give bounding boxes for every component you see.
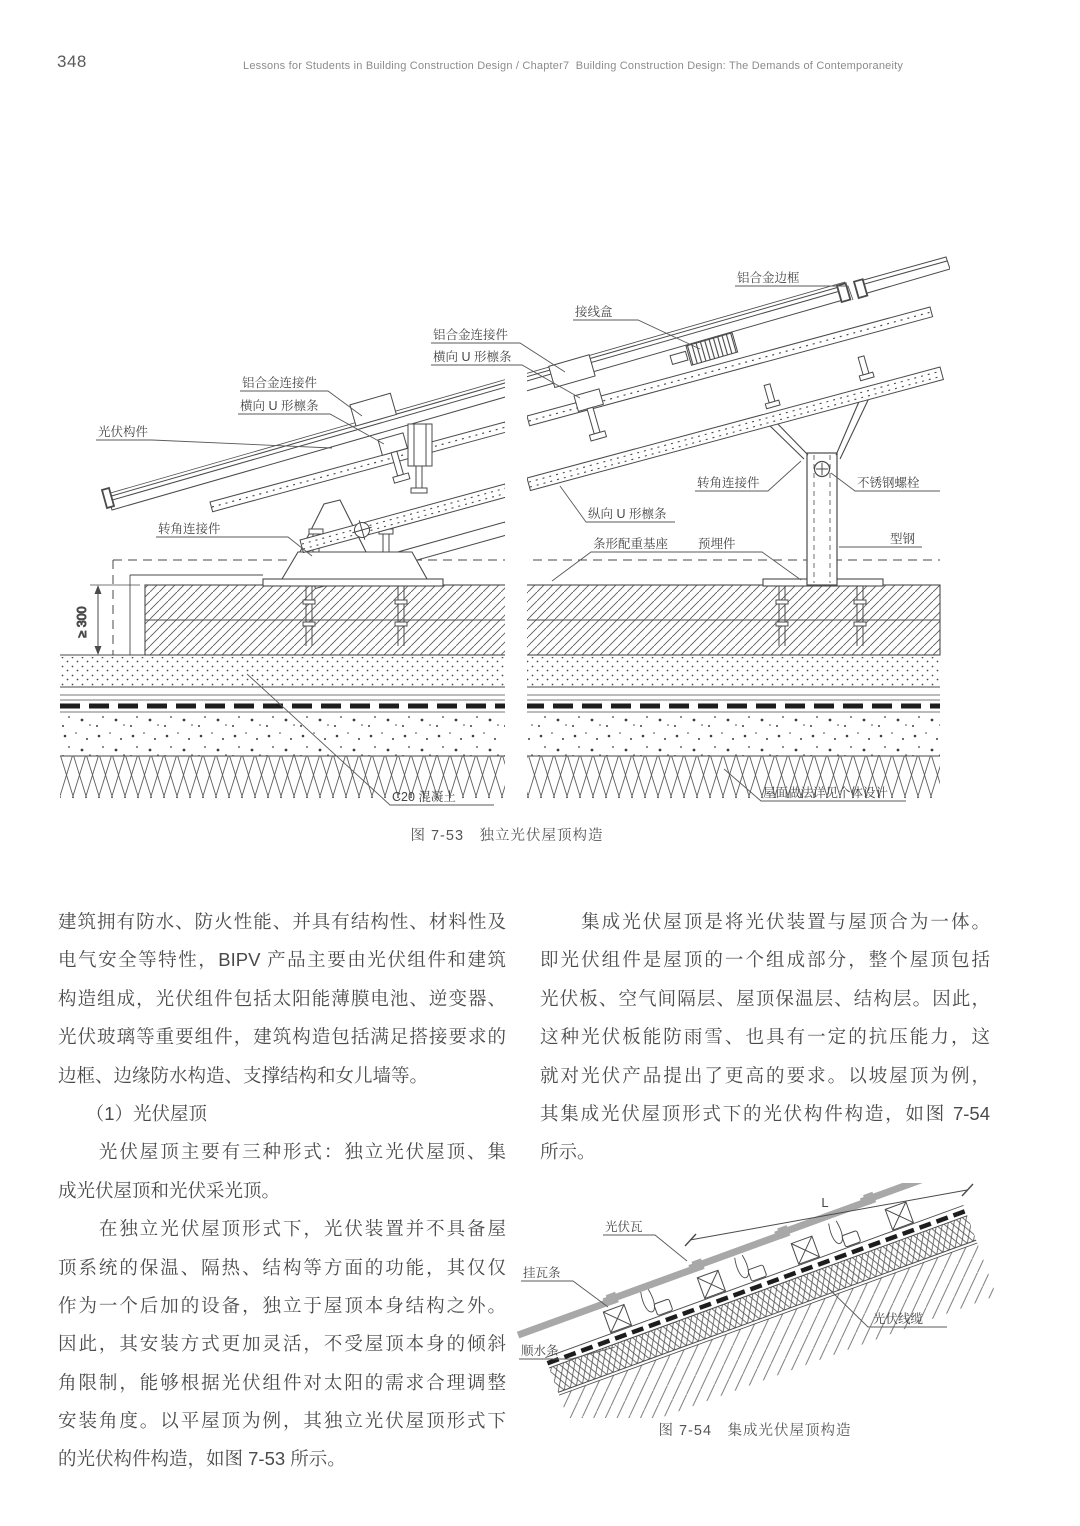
text-line: 作为一个后加的设备，独立于屋顶本身结构之外。	[58, 1294, 506, 1316]
label-embed: 预埋件	[698, 537, 736, 551]
text-line: 成光伏屋顶和光伏采光顶。	[58, 1179, 281, 1201]
text-line: 这种光伏板能防雨雪、也具有一定的抗压能力，这	[540, 1026, 990, 1048]
label-purlin-h-mid: 横向 U 形檩条	[240, 399, 319, 413]
label-counter-batten: 顺水条	[521, 1344, 559, 1358]
label-ballast-base: 条形配重基座	[593, 537, 669, 551]
body-column-left	[58, 903, 506, 1479]
text-line: 角限制，能够根据光伏组件对太阳的需求合理调整	[58, 1371, 506, 1393]
roof-layer-stack	[60, 655, 940, 798]
ballast-base	[130, 575, 940, 655]
text-line: 建筑拥有防水、防火性能、并具有结构性、材料性及	[58, 911, 506, 932]
support-base-plate	[263, 579, 443, 586]
text-line: 边框、边缘防水构造、支撑结构和女儿墙等。	[58, 1064, 429, 1086]
text-line: 顶系统的保温、隔热、结构等方面的功能，其仅仅	[58, 1256, 506, 1278]
label-steel-section: 型钢	[890, 532, 916, 546]
running-header: Lessons for Students in Building Construction Design / Chapter7 Building Construction Design: The Demands of Contemporaneity	[243, 60, 904, 72]
text-line: 的光伏构件构造，如图 7-53 所示。	[58, 1448, 346, 1470]
text-line: 光伏玻璃等重要组件，建筑构造包括满足搭接要求的	[58, 1026, 506, 1048]
label-frame: 铝合金边框	[737, 271, 800, 285]
figure-7-54-detail-drawing	[515, 1183, 995, 1418]
figure-7-54-caption: 图 7-54 集成光伏屋顶构造	[658, 1423, 852, 1439]
text-line: 构造组成，光伏组件包括太阳能薄膜电池、逆变器、	[58, 987, 506, 1009]
text-line: 就对光伏产品提出了更高的要求。以坡屋顶为例，	[540, 1064, 990, 1086]
label-roof-note: 屋面做法详见个体设计	[763, 786, 889, 800]
label-pv-tile: 光伏瓦	[605, 1220, 643, 1234]
figure-7-53-caption: 图 7-53 独立光伏屋顶构造	[410, 828, 604, 844]
label-tile-batten: 挂瓦条	[523, 1266, 561, 1280]
label-pv-cable: 光伏线缆	[873, 1312, 924, 1326]
page-number: 348	[57, 52, 87, 71]
text-line: 光伏屋顶主要有三种形式：独立光伏屋顶、集	[58, 1141, 506, 1163]
text-line: 即光伏组件是屋顶的一个组成部分，整个屋顶包括	[540, 949, 990, 971]
sloped-roof-stack	[515, 1183, 995, 1418]
label-corner-connector-left: 转角连接件	[158, 522, 221, 536]
text-line: （1）光伏屋顶	[58, 1102, 208, 1124]
figure-7-53-detail-drawing	[60, 250, 950, 815]
body-column-right	[540, 903, 990, 1172]
panel-end-cap	[102, 488, 114, 508]
label-junction-box: 接线盒	[575, 305, 613, 319]
label-corner-connector-right: 转角连接件	[697, 476, 760, 490]
label-purlin-h-top: 横向 U 形檩条	[433, 350, 512, 364]
label-c20: C20 混凝土	[392, 790, 456, 804]
text-line: 其集成光伏屋顶形式下的光伏构件构造，如图 7-54	[540, 1102, 990, 1124]
text-line: 集成光伏屋顶是将光伏装置与屋顶合为一体。	[540, 911, 990, 932]
section-break	[505, 342, 527, 804]
support-bracket	[408, 424, 432, 493]
label-alu-connector-top: 铝合金连接件	[433, 328, 509, 342]
text-line: 所示。	[540, 1141, 596, 1163]
text-line: 电气安全等特性，BIPV 产品主要由光伏组件和建筑	[58, 949, 506, 971]
structure-layer	[559, 1243, 995, 1418]
label-steel-bolt: 不锈钢螺栓	[857, 476, 920, 490]
label-pv-component: 光伏构件	[98, 425, 149, 439]
text-line: 安装角度。以平屋顶为例，其独立光伏屋顶形式下	[58, 1410, 506, 1432]
text-line: 光伏板、空气间隔层、屋顶保温层、结构层。因此，	[540, 987, 990, 1009]
text-line: 因此，其安装方式更加灵活，不受屋顶本身的倾斜	[58, 1333, 506, 1355]
label-dim-l: L	[821, 1195, 829, 1210]
text-line: 在独立光伏屋顶形式下，光伏装置并不具备屋	[58, 1218, 506, 1240]
label-alu-connector-mid: 铝合金连接件	[242, 376, 318, 390]
dimension-label: ≥ 300	[75, 606, 89, 638]
label-purlin-v: 纵向 U 形檩条	[588, 507, 667, 521]
